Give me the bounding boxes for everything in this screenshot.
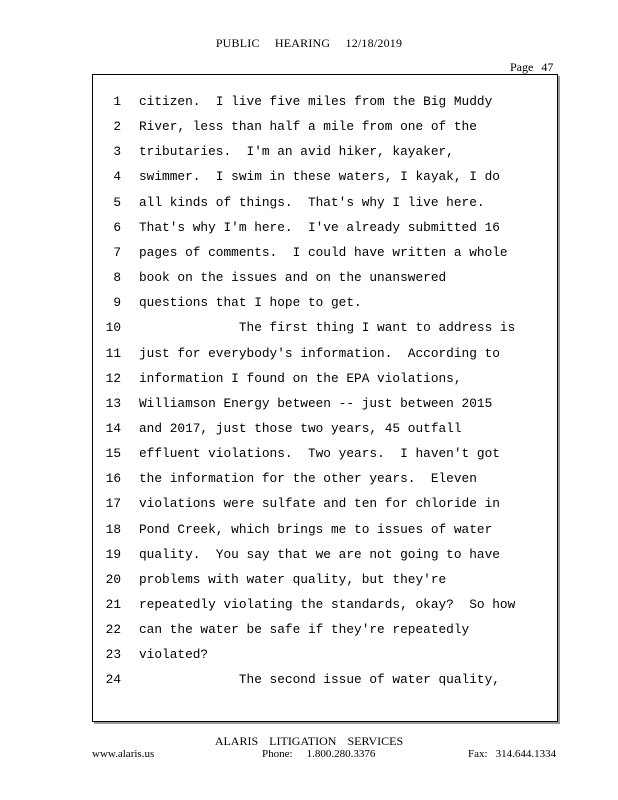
header-date: 12/18/2019 <box>345 36 403 50</box>
line-text: citizen. I live five miles from the Big Muddy <box>139 94 493 109</box>
transcript-line <box>93 366 557 391</box>
phone-label: Phone: <box>262 748 293 760</box>
line-number: 23 <box>105 647 121 663</box>
line-text: violated? <box>139 647 209 663</box>
line-number: 7 <box>113 244 121 260</box>
page-number-label <box>510 60 553 75</box>
transcript-page-box <box>92 74 558 722</box>
line-text: repeatedly violating the standards, okay? So how <box>139 597 516 612</box>
line-number: 22 <box>105 622 121 638</box>
transcript-line <box>93 215 557 240</box>
transcript-line <box>93 190 557 215</box>
line-number: 14 <box>105 420 121 436</box>
transcript-line <box>93 517 557 542</box>
line-text: violations were sulfate and ten for chloride in <box>139 496 500 512</box>
line-number: 12 <box>105 370 121 386</box>
line-number: 18 <box>105 521 121 537</box>
page-number: 47 <box>541 60 554 74</box>
line-number: 19 <box>105 546 121 562</box>
line-text: The second issue of water quality, <box>139 672 500 688</box>
line-text: pages of comments. I could have written a whole <box>139 244 508 260</box>
transcript-line <box>93 89 557 114</box>
line-number: 16 <box>105 471 121 487</box>
line-number: 6 <box>113 219 121 235</box>
transcript-line <box>93 240 557 265</box>
line-number: 3 <box>113 144 121 160</box>
line-number: 15 <box>105 446 121 462</box>
transcript-line <box>93 491 557 516</box>
line-text: tributaries. I'm an avid hiker, kayaker, <box>139 144 454 160</box>
line-text: Pond Creek, which brings me to issues of water <box>139 521 493 537</box>
line-text: quality. You say that we are not going to have <box>139 546 500 562</box>
line-text: and 2017, just those two years, 45 outfall <box>139 420 462 436</box>
line-text: The first thing I want to address is <box>139 320 516 336</box>
line-number: 24 <box>105 672 121 688</box>
footer-phone <box>262 748 375 760</box>
line-text: effluent violations. Two years. I haven't got <box>139 446 500 462</box>
line-text: the information for the other years. Eleven <box>139 471 477 487</box>
page-header-title <box>0 36 618 51</box>
company-word: ALARIS <box>214 734 259 748</box>
line-text: River, less than half a mile from one of the <box>139 119 477 135</box>
transcript-line <box>93 416 557 441</box>
company-word: SERVICES <box>347 734 404 748</box>
transcript-line <box>93 391 557 416</box>
transcript-line <box>93 592 557 617</box>
header-title-word: HEARING <box>274 36 331 50</box>
line-number: 10 <box>105 320 121 336</box>
line-text: all kinds of things. That's why I live here. <box>139 194 485 210</box>
line-text: questions that I hope to get. <box>139 295 362 311</box>
line-number: 17 <box>105 496 121 512</box>
transcript-line <box>93 567 557 592</box>
line-text: swimmer. I swim in these waters, I kayak, I do <box>139 169 500 185</box>
fax-label: Fax: <box>468 748 488 760</box>
transcript-line <box>93 441 557 466</box>
line-number: 11 <box>105 345 121 361</box>
page-word: Page <box>510 60 534 74</box>
line-number: 13 <box>105 395 121 411</box>
phone-number: 1.800.280.3376 <box>306 748 376 760</box>
transcript-line <box>93 617 557 642</box>
company-word: LITIGATION <box>269 734 337 748</box>
transcript-line <box>93 667 557 692</box>
line-text: Williamson Energy between -- just between 2015 <box>139 395 493 411</box>
header-title-word: PUBLIC <box>215 36 260 50</box>
transcript-line <box>93 265 557 290</box>
footer-website[interactable]: www.alaris.us <box>92 748 155 760</box>
line-number: 20 <box>105 571 121 587</box>
transcript-line <box>93 542 557 567</box>
line-text: can the water be safe if they're repeatedly <box>139 622 470 638</box>
transcript-line <box>93 642 557 667</box>
footer-fax <box>468 748 556 760</box>
line-number: 1 <box>113 94 121 109</box>
line-text: That's why I'm here. I've already submitted 16 <box>139 219 500 235</box>
line-number: 5 <box>113 194 121 210</box>
line-text: book on the issues and on the unanswered <box>139 270 447 286</box>
transcript-line <box>93 466 557 491</box>
transcript-line <box>93 114 557 139</box>
transcript-line <box>93 341 557 366</box>
line-text: information I found on the EPA violations, <box>139 370 462 386</box>
line-number: 9 <box>113 295 121 311</box>
line-number: 21 <box>105 597 121 612</box>
transcript-line <box>93 139 557 164</box>
transcript-line <box>93 290 557 315</box>
fax-number: 314.644.1334 <box>495 748 557 760</box>
line-number: 8 <box>113 270 121 286</box>
transcript-line <box>93 164 557 189</box>
line-text: problems with water quality, but they're <box>139 571 447 587</box>
footer-company-name <box>0 734 618 749</box>
line-text: just for everybody's information. According to <box>139 345 500 361</box>
transcript-line <box>93 315 557 340</box>
line-number: 2 <box>113 119 121 135</box>
line-number: 4 <box>113 169 121 185</box>
